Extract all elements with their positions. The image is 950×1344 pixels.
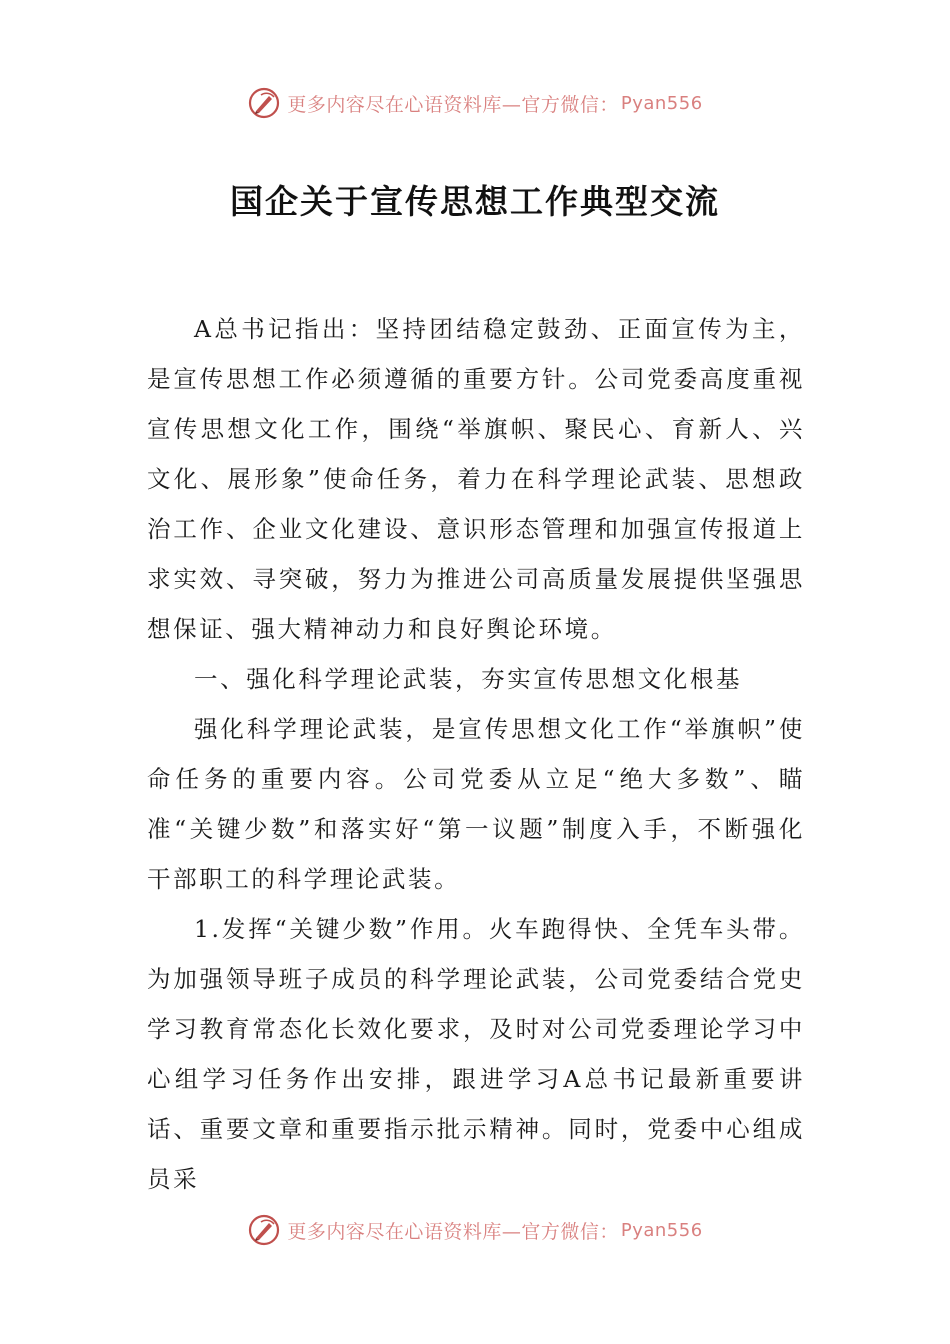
document-title: 国企关于宣传思想工作典型交流 — [230, 182, 720, 221]
section-heading-1: 一、强化科学理论武装，夯实宣传思想文化根基 — [194, 665, 743, 693]
paragraph-intro: A总书记指出：坚持团结稳定鼓劲、正面宣传为主，是宣传思想工作必须遵循的重要方针。公司党委高度重视宣传思想文化工作，围绕“举旗帜、聚民心、育新人、兴文化、展形象”使命任务，着力在科学理论武装、思想政治工作、企业文化建设、意识形态管理和加强宣传报道上求实效、寻突破，努力为推进公司高质量发展提供坚强思想保证、强大精神动力和良好舆论环境。 — [147, 315, 805, 643]
watermark-footer — [0, 1213, 950, 1247]
pen-logo-icon — [247, 86, 281, 120]
paragraph-section-1-intro: 强化科学理论武装，是宣传思想文化工作“举旗帜”使命任务的重要内容。公司党委从立足“绝大多数”、瞄准“关键少数”和落实好“第一议题”制度入手，不断强化干部职工的科学理论武装。 — [147, 715, 805, 893]
watermark-header — [0, 86, 950, 120]
pen-logo-icon — [247, 1213, 281, 1247]
watermark-text: 更多内容尽在心语资料库—官方微信： — [287, 1220, 619, 1243]
watermark-wechat-id: Pyan556 — [620, 1219, 703, 1241]
document-body — [147, 304, 805, 1204]
paragraph-key-minority: 1.发挥“关键少数”作用。火车跑得快、全凭车头带。为加强领导班子成员的科学理论武装，公司党委结合党史学习教育常态化长效化要求，及时对公司党委理论学习中心组学习任务作出安排，跟进学习A总书记最新重要讲话、重要文章和重要指示批示精神。同时，党委中心组成员采 — [147, 915, 805, 1193]
watermark-wechat-id: Pyan556 — [620, 92, 703, 114]
watermark-text: 更多内容尽在心语资料库—官方微信： — [287, 93, 619, 116]
